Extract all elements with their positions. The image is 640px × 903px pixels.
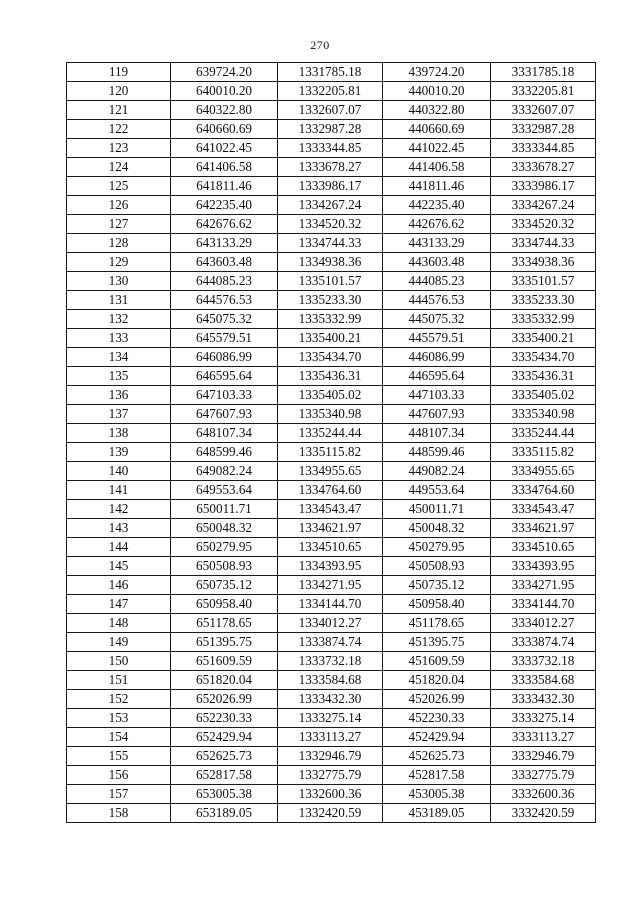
x2-cell: 441022.45 [383,139,491,158]
point-number-cell: 154 [67,728,171,747]
x1-cell: 645579.51 [171,329,278,348]
point-number-cell: 133 [67,329,171,348]
y1-cell: 1332775.79 [278,766,383,785]
point-number-cell: 134 [67,348,171,367]
table-row [67,291,596,310]
y2-cell: 3331785.18 [491,63,596,82]
y1-cell: 1333986.17 [278,177,383,196]
y2-cell: 3332946.79 [491,747,596,766]
y2-cell: 3334271.95 [491,576,596,595]
x1-cell: 647103.33 [171,386,278,405]
y2-cell: 3333113.27 [491,728,596,747]
x2-cell: 446086.99 [383,348,491,367]
x2-cell: 447103.33 [383,386,491,405]
table-row [67,329,596,348]
x1-cell: 640322.80 [171,101,278,120]
table-row [67,272,596,291]
point-number-cell: 140 [67,462,171,481]
x2-cell: 449553.64 [383,481,491,500]
point-number-cell: 143 [67,519,171,538]
y1-cell: 1333732.18 [278,652,383,671]
y2-cell: 3333344.85 [491,139,596,158]
x1-cell: 645075.32 [171,310,278,329]
x1-cell: 648107.34 [171,424,278,443]
y2-cell: 3334621.97 [491,519,596,538]
point-number-cell: 132 [67,310,171,329]
point-number-cell: 151 [67,671,171,690]
y1-cell: 1332946.79 [278,747,383,766]
x1-cell: 653189.05 [171,804,278,823]
table-row [67,500,596,519]
y2-cell: 3335436.31 [491,367,596,386]
table-row [67,633,596,652]
x2-cell: 447607.93 [383,405,491,424]
y2-cell: 3332775.79 [491,766,596,785]
x1-cell: 643603.48 [171,253,278,272]
y1-cell: 1335115.82 [278,443,383,462]
point-number-cell: 156 [67,766,171,785]
point-number-cell: 148 [67,614,171,633]
table-row [67,747,596,766]
y2-cell: 3334938.36 [491,253,596,272]
point-number-cell: 124 [67,158,171,177]
x1-cell: 653005.38 [171,785,278,804]
y1-cell: 1335244.44 [278,424,383,443]
x1-cell: 651609.59 [171,652,278,671]
point-number-cell: 145 [67,557,171,576]
x2-cell: 450735.12 [383,576,491,595]
x2-cell: 446595.64 [383,367,491,386]
x2-cell: 452026.99 [383,690,491,709]
y1-cell: 1333344.85 [278,139,383,158]
y1-cell: 1332987.28 [278,120,383,139]
y1-cell: 1333432.30 [278,690,383,709]
y2-cell: 3332205.81 [491,82,596,101]
y1-cell: 1334938.36 [278,253,383,272]
x1-cell: 641022.45 [171,139,278,158]
x2-cell: 444085.23 [383,272,491,291]
x2-cell: 450279.95 [383,538,491,557]
y2-cell: 3333678.27 [491,158,596,177]
y1-cell: 1331785.18 [278,63,383,82]
x1-cell: 652817.58 [171,766,278,785]
x1-cell: 642676.62 [171,215,278,234]
y1-cell: 1334271.95 [278,576,383,595]
y2-cell: 3335332.99 [491,310,596,329]
x1-cell: 641406.58 [171,158,278,177]
y1-cell: 1332205.81 [278,82,383,101]
y1-cell: 1333584.68 [278,671,383,690]
x1-cell: 640660.69 [171,120,278,139]
x2-cell: 450958.40 [383,595,491,614]
x1-cell: 650508.93 [171,557,278,576]
y2-cell: 3334393.95 [491,557,596,576]
y2-cell: 3335434.70 [491,348,596,367]
x2-cell: 445579.51 [383,329,491,348]
table-row [67,405,596,424]
x2-cell: 440660.69 [383,120,491,139]
y1-cell: 1335436.31 [278,367,383,386]
x2-cell: 450011.71 [383,500,491,519]
x1-cell: 644576.53 [171,291,278,310]
x2-cell: 448107.34 [383,424,491,443]
point-number-cell: 128 [67,234,171,253]
x2-cell: 450048.32 [383,519,491,538]
y1-cell: 1334955.65 [278,462,383,481]
table-row [67,519,596,538]
y1-cell: 1334764.60 [278,481,383,500]
y1-cell: 1334520.32 [278,215,383,234]
y2-cell: 3335115.82 [491,443,596,462]
table-row [67,234,596,253]
point-number-cell: 135 [67,367,171,386]
x1-cell: 650048.32 [171,519,278,538]
table-row [67,785,596,804]
y2-cell: 3332987.28 [491,120,596,139]
y1-cell: 1332600.36 [278,785,383,804]
x2-cell: 442676.62 [383,215,491,234]
point-number-cell: 121 [67,101,171,120]
table-row [67,424,596,443]
point-number-cell: 157 [67,785,171,804]
y1-cell: 1335405.02 [278,386,383,405]
x1-cell: 652026.99 [171,690,278,709]
x2-cell: 450508.93 [383,557,491,576]
y1-cell: 1333874.74 [278,633,383,652]
y2-cell: 3333732.18 [491,652,596,671]
table-row [67,253,596,272]
y1-cell: 1333678.27 [278,158,383,177]
table-row [67,63,596,82]
point-number-cell: 158 [67,804,171,823]
table-row [67,728,596,747]
point-number-cell: 147 [67,595,171,614]
point-number-cell: 139 [67,443,171,462]
y2-cell: 3333986.17 [491,177,596,196]
table-row [67,139,596,158]
x1-cell: 650011.71 [171,500,278,519]
x2-cell: 453189.05 [383,804,491,823]
y2-cell: 3334510.65 [491,538,596,557]
y1-cell: 1335101.57 [278,272,383,291]
table-row [67,348,596,367]
x1-cell: 648599.46 [171,443,278,462]
y2-cell: 3334764.60 [491,481,596,500]
point-number-cell: 152 [67,690,171,709]
table-row [67,690,596,709]
x1-cell: 643133.29 [171,234,278,253]
x1-cell: 649082.24 [171,462,278,481]
x2-cell: 452817.58 [383,766,491,785]
x1-cell: 644085.23 [171,272,278,291]
y2-cell: 3334012.27 [491,614,596,633]
x1-cell: 640010.20 [171,82,278,101]
x2-cell: 449082.24 [383,462,491,481]
y2-cell: 3332420.59 [491,804,596,823]
table-row [67,101,596,120]
x1-cell: 646595.64 [171,367,278,386]
y1-cell: 1335434.70 [278,348,383,367]
table-row [67,652,596,671]
y1-cell: 1333113.27 [278,728,383,747]
x1-cell: 639724.20 [171,63,278,82]
x2-cell: 452429.94 [383,728,491,747]
point-number-cell: 146 [67,576,171,595]
point-number-cell: 155 [67,747,171,766]
y2-cell: 3334267.24 [491,196,596,215]
point-number-cell: 123 [67,139,171,158]
point-number-cell: 125 [67,177,171,196]
table-row [67,557,596,576]
x1-cell: 650958.40 [171,595,278,614]
x2-cell: 442235.40 [383,196,491,215]
table-row [67,538,596,557]
y2-cell: 3335233.30 [491,291,596,310]
x2-cell: 443133.29 [383,234,491,253]
y2-cell: 3335101.57 [491,272,596,291]
point-number-cell: 130 [67,272,171,291]
x2-cell: 441406.58 [383,158,491,177]
table-row [67,196,596,215]
table-row [67,367,596,386]
table-row [67,158,596,177]
y2-cell: 3334144.70 [491,595,596,614]
x2-cell: 451178.65 [383,614,491,633]
y1-cell: 1334267.24 [278,196,383,215]
x2-cell: 445075.32 [383,310,491,329]
y1-cell: 1335400.21 [278,329,383,348]
point-number-cell: 149 [67,633,171,652]
x2-cell: 451820.04 [383,671,491,690]
table-row [67,595,596,614]
table-row [67,671,596,690]
table-row [67,709,596,728]
x2-cell: 451395.75 [383,633,491,652]
table-row [67,462,596,481]
x1-cell: 651178.65 [171,614,278,633]
y1-cell: 1335332.99 [278,310,383,329]
table-row [67,576,596,595]
x2-cell: 440010.20 [383,82,491,101]
point-number-cell: 129 [67,253,171,272]
x2-cell: 448599.46 [383,443,491,462]
x2-cell: 444576.53 [383,291,491,310]
y1-cell: 1334012.27 [278,614,383,633]
point-number-cell: 142 [67,500,171,519]
y2-cell: 3333874.74 [491,633,596,652]
x2-cell: 451609.59 [383,652,491,671]
page-number: 270 [310,38,330,52]
y1-cell: 1333275.14 [278,709,383,728]
y2-cell: 3332600.36 [491,785,596,804]
y1-cell: 1334510.65 [278,538,383,557]
x1-cell: 652625.73 [171,747,278,766]
y1-cell: 1332420.59 [278,804,383,823]
y2-cell: 3335400.21 [491,329,596,348]
x1-cell: 651820.04 [171,671,278,690]
point-number-cell: 136 [67,386,171,405]
x2-cell: 441811.46 [383,177,491,196]
x1-cell: 651395.75 [171,633,278,652]
y2-cell: 3333275.14 [491,709,596,728]
point-number-cell: 122 [67,120,171,139]
y1-cell: 1334393.95 [278,557,383,576]
x2-cell: 452625.73 [383,747,491,766]
point-number-cell: 138 [67,424,171,443]
x1-cell: 646086.99 [171,348,278,367]
y2-cell: 3335244.44 [491,424,596,443]
y1-cell: 1332607.07 [278,101,383,120]
x2-cell: 452230.33 [383,709,491,728]
x1-cell: 642235.40 [171,196,278,215]
y2-cell: 3335405.02 [491,386,596,405]
y1-cell: 1335340.98 [278,405,383,424]
point-number-cell: 137 [67,405,171,424]
y2-cell: 3333432.30 [491,690,596,709]
point-number-cell: 131 [67,291,171,310]
y2-cell: 3334520.32 [491,215,596,234]
x2-cell: 443603.48 [383,253,491,272]
table-row [67,177,596,196]
x1-cell: 652230.33 [171,709,278,728]
x2-cell: 440322.80 [383,101,491,120]
point-number-cell: 153 [67,709,171,728]
x1-cell: 650735.12 [171,576,278,595]
x2-cell: 439724.20 [383,63,491,82]
y1-cell: 1334621.97 [278,519,383,538]
point-number-cell: 141 [67,481,171,500]
table-row [67,481,596,500]
point-number-cell: 120 [67,82,171,101]
table-row [67,614,596,633]
x1-cell: 647607.93 [171,405,278,424]
y2-cell: 3334955.65 [491,462,596,481]
table-row [67,310,596,329]
y2-cell: 3334744.33 [491,234,596,253]
table-row [67,766,596,785]
y1-cell: 1334543.47 [278,500,383,519]
y1-cell: 1335233.30 [278,291,383,310]
coordinates-table-body [67,63,596,823]
table-row [67,386,596,405]
x1-cell: 650279.95 [171,538,278,557]
table-row [67,215,596,234]
x1-cell: 641811.46 [171,177,278,196]
y1-cell: 1334744.33 [278,234,383,253]
point-number-cell: 127 [67,215,171,234]
point-number-cell: 144 [67,538,171,557]
table-row [67,804,596,823]
table-row [67,120,596,139]
y2-cell: 3335340.98 [491,405,596,424]
y2-cell: 3333584.68 [491,671,596,690]
point-number-cell: 126 [67,196,171,215]
y1-cell: 1334144.70 [278,595,383,614]
x2-cell: 453005.38 [383,785,491,804]
point-number-cell: 150 [67,652,171,671]
point-number-cell: 119 [67,63,171,82]
y2-cell: 3332607.07 [491,101,596,120]
x1-cell: 652429.94 [171,728,278,747]
x1-cell: 649553.64 [171,481,278,500]
y2-cell: 3334543.47 [491,500,596,519]
table-row [67,82,596,101]
coordinates-table [66,62,596,823]
table-row [67,443,596,462]
